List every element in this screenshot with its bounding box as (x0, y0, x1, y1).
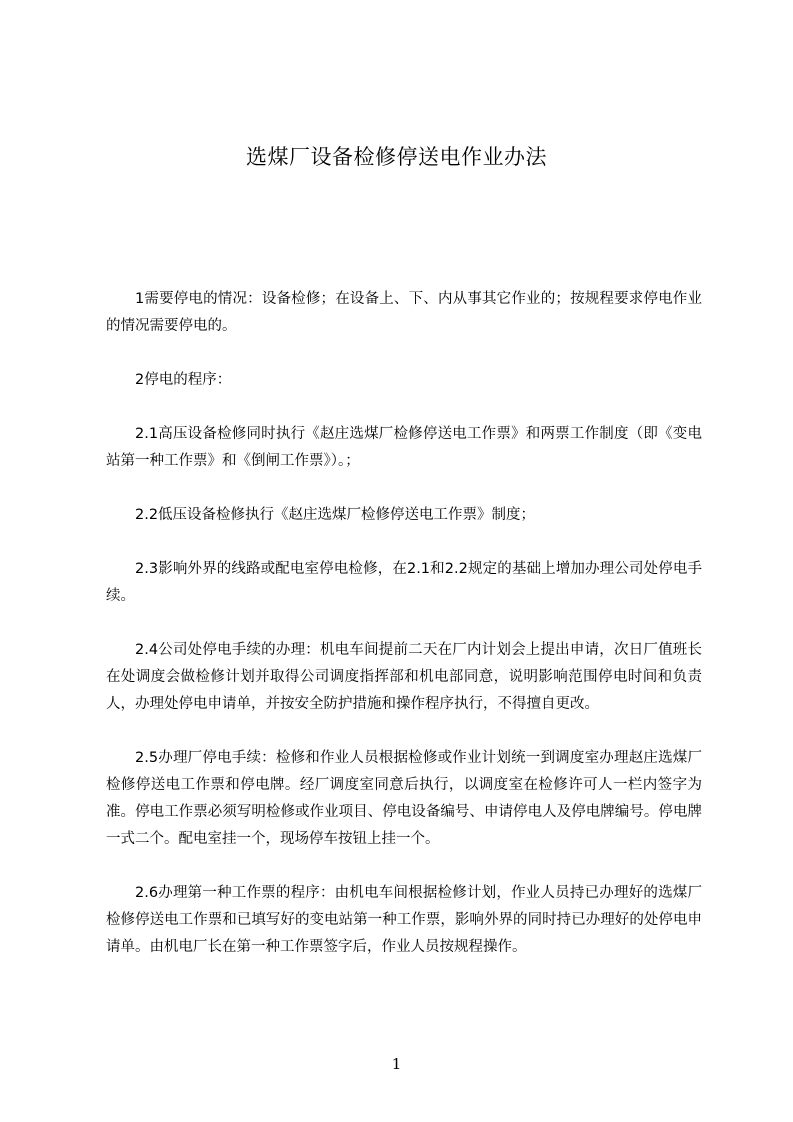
page-number: 1 (391, 1055, 402, 1073)
paragraph-2-5: 2.5办理厂停电手续：检修和作业人员根据检修或作业计划统一到调度室办理赵庄选煤厂检修停送电工作票和停电牌。经厂调度室同意后执行，以调度室在检修许可人一栏内签字为准。停电工作票必须写明检修或作业项目、停电设备编号、申请停电人及停电牌编号。停电牌一式二个。配电室挂一个，现场停车按钮上挂一个。 (106, 750, 702, 847)
paragraph-1: 1需要停电的情况：设备检修；在设备上、下、内从事其它作业的；按规程要求停电作业的情况需要停电的。 (106, 291, 702, 334)
paragraph-2-1: 2.1高压设备检修同时执行《赵庄选煤厂检修停送电工作票》和两票工作制度（即《变电站第一种工作票》和《倒闸工作票》）。； (106, 426, 702, 469)
paragraph-2-4: 2.4公司处停电手续的办理：机电车间提前二天在厂内计划会上提出申请，次日厂值班长在处调度会做检修计划并取得公司调度指挥部和机电部同意，说明影响范围停电时间和负责人，办理处停电申请单，并按安全防护措施和操作程序执行，不得擅自更改。 (106, 642, 702, 712)
paragraph-2-6: 2.6办理第一种工作票的程序：由机电车间根据检修计划，作业人员持已办理好的选煤厂检修停送电工作票和已填写好的变电站第一种工作票，影响外界的同时持已办理好的处停电申请单。由机电厂长在第一种工作票签字后，作业人员按规程操作。 (106, 885, 702, 955)
paragraph-2-2: 2.2低压设备检修执行《赵庄选煤厂检修停送电工作票》制度； (135, 507, 536, 523)
document-body (106, 286, 702, 988)
paragraph-2-3: 2.3影响外界的线路或配电室停电检修，在2.1和2.2规定的基础上增加办理公司处停电手续。 (106, 561, 702, 604)
document-title: 选煤厂设备检修停送电作业办法 (246, 145, 547, 169)
paragraph-2: 2停电的程序： (135, 372, 232, 388)
